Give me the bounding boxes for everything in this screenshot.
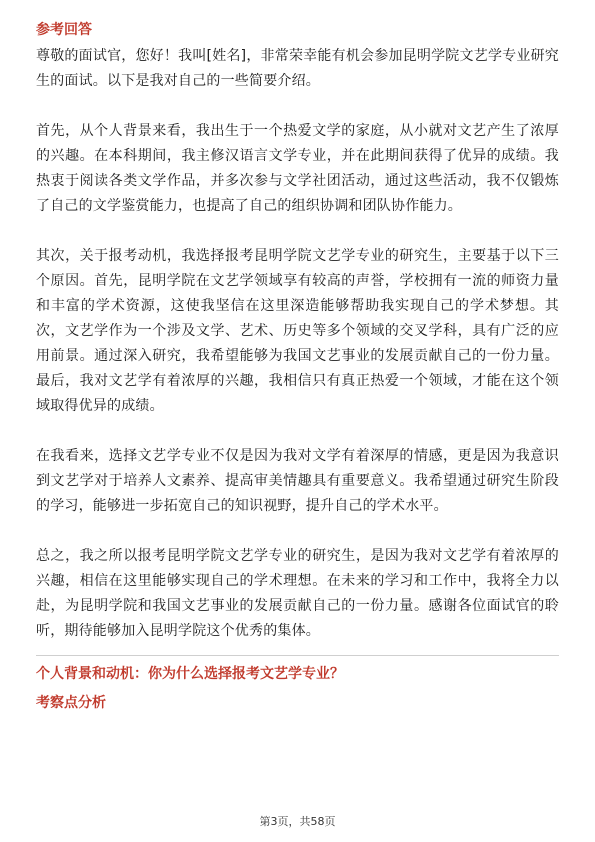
paragraph-motivation: 其次，关于报考动机，我选择报考昆明学院文艺学专业的研究生，主要基于以下三个原因。首先，昆明学院在文艺学领域享有较高的声誉，学校拥有一流的师资力量和丰富的学术资源，这使我坚信在这里深造能够帮助我实现自己的学术梦想。其次，文艺学作为一个涉及文学、艺术、历史等多个领域的交叉学科，具有广泛的应用前景。通过深入研究，我希望能够为我国文艺事业的发展贡献自己的一份力量。最后，我对文艺学有着浓厚的兴趣，我相信只有真正热爱一个领域，才能在这个领域取得优异的成绩。 — [36, 248, 559, 414]
question-heading: 个人背景和动机：你为什么选择报考文艺学专业？ — [36, 666, 344, 682]
paragraph-intro: 尊敬的面试官，您好！我叫[姓名]，非常荣幸能有机会参加昆明学院文艺学专业研究生的面试。以下是我对自己的一些简要介绍。 — [36, 48, 559, 89]
document-page — [36, 18, 559, 716]
section-title: 参考回答 — [36, 22, 92, 38]
page-footer: 第3页，共58页 — [259, 815, 336, 828]
analysis-heading: 考察点分析 — [36, 695, 106, 711]
section-divider — [36, 655, 559, 656]
paragraph-conclusion: 总之，我之所以报考昆明学院文艺学专业的研究生，是因为我对文艺学有着浓厚的兴趣，相信在这里能够实现自己的学术理想。在未来的学习和工作中，我将全力以赴，为昆明学院和我国文艺事业的发展贡献自己的一份力量。感谢各位面试官的聆听，期待能够加入昆明学院这个优秀的集体。 — [36, 548, 559, 639]
paragraph-view: 在我看来，选择文艺学专业不仅是因为我对文学有着深厚的情感，更是因为我意识到文艺学对于培养人文素养、提高审美情趣具有重要意义。我希望通过研究生阶段的学习，能够进一步拓宽自己的知识视野，提升自己的学术水平。 — [36, 448, 559, 514]
paragraph-background: 首先，从个人背景来看，我出生于一个热爱文学的家庭，从小就对文艺产生了浓厚的兴趣。在本科期间，我主修汉语言文学专业，并在此期间获得了优异的成绩。我热衷于阅读各类文学作品，并多次参与文学社团活动，通过这些活动，我不仅锻炼了自己的文学鉴赏能力，也提高了自己的组织协调和团队协作能力。 — [36, 123, 559, 214]
